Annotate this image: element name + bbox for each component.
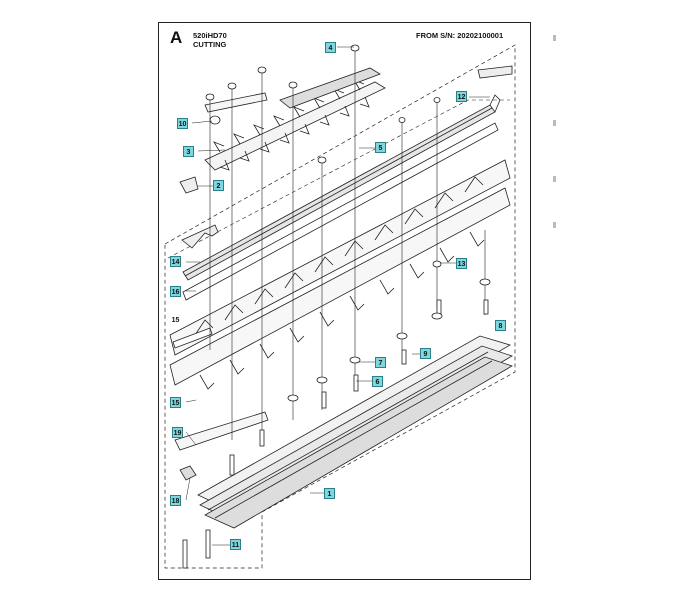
callout-1[interactable]: 1 [324, 488, 335, 499]
callout-2[interactable]: 2 [213, 180, 224, 191]
callout-16[interactable]: 16 [170, 286, 181, 297]
callout-18[interactable]: 18 [170, 495, 181, 506]
assembly-name: CUTTING [193, 40, 227, 49]
callout-13[interactable]: 13 [456, 258, 467, 269]
section-letter: A [170, 28, 183, 47]
callout-14[interactable]: 14 [170, 256, 181, 267]
bracket [182, 225, 218, 248]
bracket [180, 466, 196, 480]
serial-number: FROM S/N: 20202100001 [416, 31, 504, 40]
drive-lever [478, 66, 512, 78]
bracket [175, 412, 268, 450]
callout-3[interactable]: 3 [183, 146, 194, 157]
model-number: 520iHD70 [193, 31, 227, 40]
callout-19[interactable]: 19 [172, 427, 183, 438]
callout-8[interactable]: 8 [495, 320, 506, 331]
bracket [205, 93, 267, 112]
callout-12[interactable]: 12 [456, 91, 467, 102]
callout-9[interactable]: 9 [420, 348, 431, 359]
callout-11[interactable]: 11 [230, 539, 241, 550]
callout-7[interactable]: 7 [375, 357, 386, 368]
callout-15[interactable]: 15 [170, 397, 181, 408]
callout-10[interactable]: 10 [177, 118, 188, 129]
callout-5[interactable]: 5 [375, 142, 386, 153]
bracket [180, 177, 198, 193]
callout-4[interactable]: 4 [325, 42, 336, 53]
callout-6[interactable]: 6 [372, 376, 383, 387]
callout-15-label: 15 [171, 317, 180, 324]
